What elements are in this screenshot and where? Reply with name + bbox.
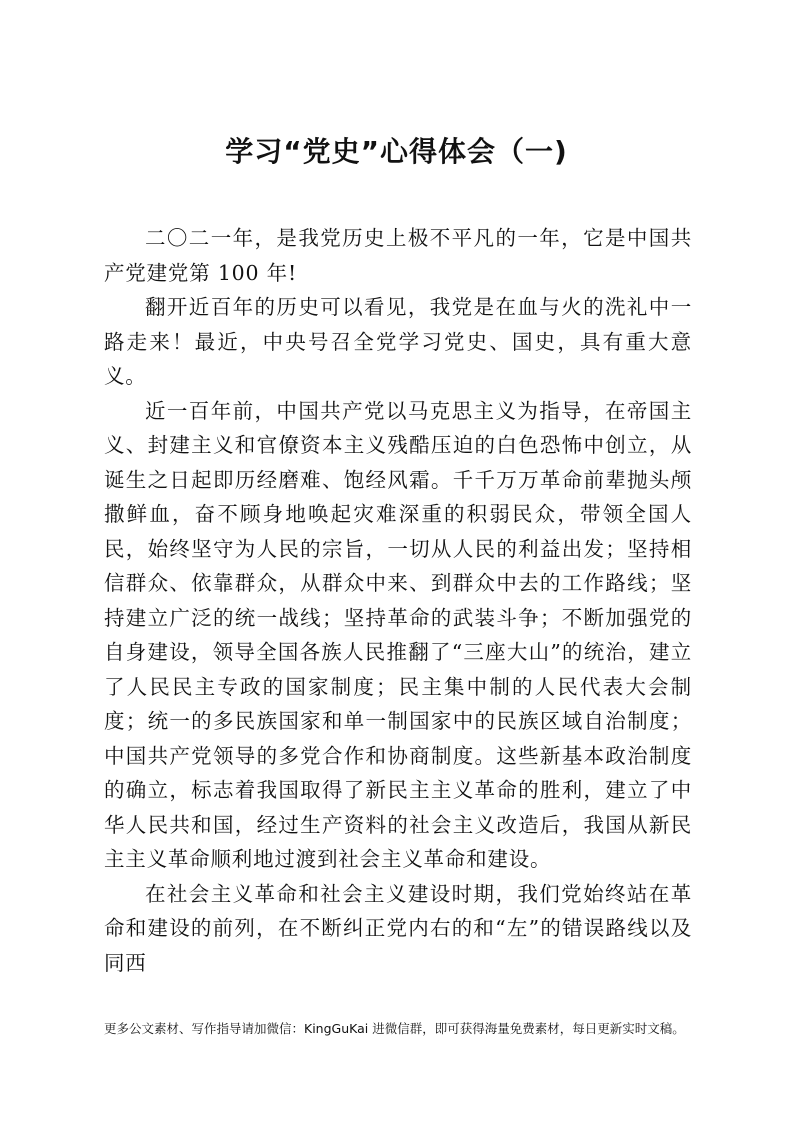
paragraph-1: 二〇二一年，是我党历史上极不平凡的一年，它是中国共产党建党第 100 年! [104,226,692,285]
paragraph-4: 在社会主义革命和社会主义建设时期，我们党始终站在革命和建设的前列，在不断纠正党内右的和“左”的错误路线以及同西 [104,881,692,975]
document-body [104,221,692,980]
paragraph-2: 翻开近百年的历史可以看见，我党是在血与火的洗礼中一路走来！最近，中央号召全党学习党史、国史，具有重大意义。 [104,295,692,388]
document-title: 学习“党史”心得体会（一) [225,135,568,168]
paragraph-3: 近一百年前，中国共产党以马克思主义为指导，在帝国主义、封建主义和官僚资本主义残酷压迫的白色恐怖中创立，从诞生之日起即历经磨难、饱经风霜。千千万万革命前辈抛头颅撒鲜血，奋不顾身地唤起灾难深重的积弱民众，带领全国人民，始终坚守为人民的宗旨，一切从人民的利益出发；坚持相信群众、依靠群众，从群众中来、到群众中去的工作路线；坚持建立广泛的统一战线；坚持革命的武装斗争；不断加强党的自身建设，领导全国各族人民推翻了“三座大山”的统治，建立了人民民主专政的国家制度；民主集中制的人民代表大会制度；统一的多民族国家和单一制国家中的民族区域自治制度；中国共产党领导的多党合作和协商制度。这些新基本政治制度的确立，标志着我国取得了新民主主义革命的胜利，建立了中华人民共和国，经过生产资料的社会主义改造后，我国从新民主主义革命顺利地过渡到社会主义革命和建设。 [104,398,692,871]
footer-note: 更多公文素材、写作指导请加微信：KingGuKai 进微信群，即可获得海量免费素材，每日更新实时文稿。 [104,1021,685,1036]
